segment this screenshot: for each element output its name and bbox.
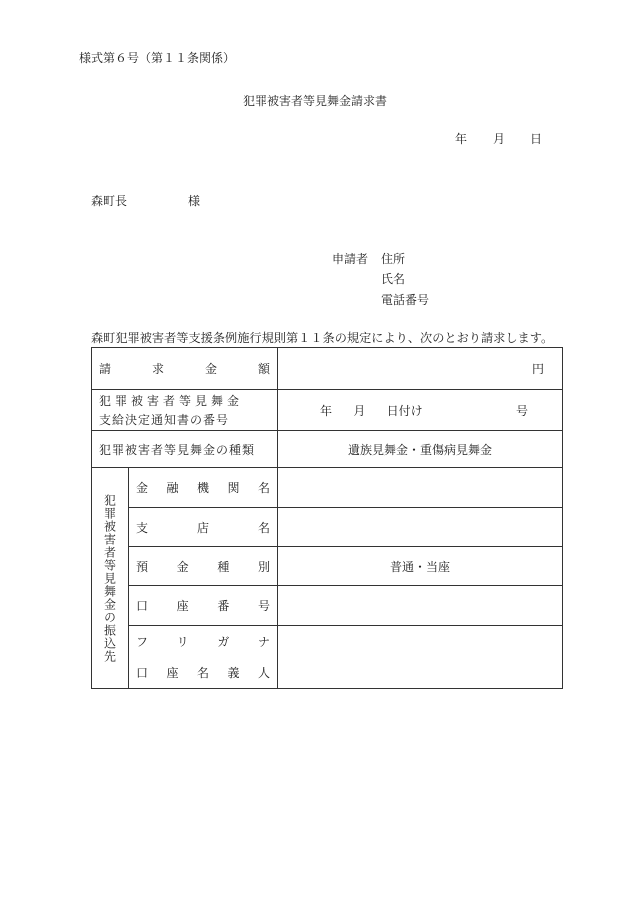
furigana-label-char-1: フ	[136, 634, 149, 649]
holder-label	[129, 664, 277, 681]
amount-label-cell	[92, 348, 278, 390]
account-type-label-char-1: 預	[136, 559, 149, 574]
branch-label-char-3: 名	[257, 520, 270, 535]
type-label-cell	[92, 431, 278, 468]
type-label: 犯罪被害者等見舞金の種類	[99, 442, 256, 457]
bank-label	[129, 479, 277, 496]
type-row	[92, 431, 563, 468]
branch-label-char-1: 支	[136, 520, 149, 535]
notice-label-line2: 支給決定通知書の番号	[99, 413, 230, 427]
notice-input-cell[interactable]	[278, 390, 563, 431]
notice-label-cell	[92, 390, 278, 431]
account-number-label-cell	[129, 586, 278, 626]
furigana-label-char-4: ナ	[257, 634, 270, 649]
account-type-label-char-3: 種	[217, 559, 230, 574]
date-day-label: 日	[530, 132, 543, 146]
type-value-cell[interactable]	[278, 431, 563, 468]
holder-label-char-5: 人	[257, 665, 270, 680]
account-type-label	[129, 558, 277, 575]
account-number-label-char-2: 座	[176, 599, 189, 613]
account-type-label-cell	[129, 547, 278, 586]
account-type-label-char-4: 別	[257, 559, 270, 574]
bank-label-cell	[129, 468, 278, 508]
notice-year-label: 年	[320, 403, 333, 418]
page-title: 犯罪被害者等見舞金請求書	[242, 94, 387, 108]
notice-number-suffix: 号	[515, 403, 528, 418]
intro-text: 森町犯罪被害者等支援条例施行規則第１１条の規定により、次のとおり請求します。	[91, 331, 554, 345]
notice-row	[92, 390, 563, 431]
bank-label-char-5: 名	[257, 481, 270, 495]
bank-label-char-3: 機	[196, 481, 209, 495]
amount-label-char-3: 金	[204, 362, 217, 376]
applicant-name-label: 氏名	[381, 272, 406, 286]
holder-input-cell[interactable]	[278, 626, 563, 689]
transfer-group-cell	[92, 468, 129, 689]
account-type-value-cell[interactable]	[278, 547, 563, 586]
addressee-honorific: 様	[188, 194, 201, 208]
furigana-label	[129, 633, 277, 650]
date-year-label: 年	[455, 132, 468, 146]
bank-label-char-4: 関	[227, 481, 240, 495]
bank-label-char-2: 融	[166, 481, 179, 495]
branch-label-cell	[129, 508, 278, 547]
type-value: 遺族見舞金・重傷病見舞金	[347, 442, 492, 457]
notice-date-row	[278, 402, 562, 419]
bank-row	[92, 468, 563, 508]
applicant-label: 申請者	[332, 252, 369, 266]
notice-date-suffix: 日付け	[386, 403, 423, 418]
transfer-group-label: 犯罪被害者等見舞金の振込先	[102, 493, 117, 663]
account-type-label-char-2: 金	[176, 559, 189, 574]
account-number-label-char-4: 号	[257, 599, 270, 613]
bank-label-char-1: 金	[136, 481, 149, 495]
account-number-label-char-1: 口	[136, 599, 149, 613]
holder-label-char-1: 口	[136, 665, 149, 680]
notice-month-label: 月	[353, 403, 366, 418]
furigana-label-cell	[129, 626, 278, 657]
amount-label-char-4: 額	[257, 362, 270, 376]
furigana-label-char-2: リ	[176, 634, 189, 649]
applicant-address-label: 住所	[381, 252, 406, 266]
furigana-row	[92, 626, 563, 657]
furigana-label-char-3: ガ	[217, 634, 230, 649]
account-type-row	[92, 547, 563, 586]
holder-label-cell	[129, 657, 278, 689]
date-month-label: 月	[493, 132, 506, 146]
amount-label	[92, 360, 277, 377]
request-form-table	[91, 347, 563, 689]
notice-label-line1: 犯罪被害者等見舞金	[99, 394, 244, 408]
form-number: 様式第６号（第１１条関係）	[79, 51, 236, 65]
amount-unit: 円	[531, 362, 544, 376]
holder-label-char-4: 義	[227, 665, 240, 680]
account-number-label-char-3: 番	[217, 599, 230, 613]
account-number-input-cell[interactable]	[278, 586, 563, 626]
amount-row	[92, 348, 563, 390]
amount-input-cell[interactable]	[278, 348, 563, 390]
branch-row	[92, 508, 563, 547]
holder-label-char-3: 名	[196, 665, 209, 680]
applicant-phone-label: 電話番号	[381, 293, 430, 307]
holder-label-char-2: 座	[166, 665, 179, 680]
branch-input-cell[interactable]	[278, 508, 563, 547]
bank-input-cell[interactable]	[278, 468, 563, 508]
amount-label-char-1: 請	[99, 362, 112, 376]
branch-label-char-2: 店	[196, 520, 209, 535]
amount-label-char-2: 求	[151, 362, 164, 376]
account-type-value: 普通・当座	[389, 559, 450, 574]
account-number-label	[129, 597, 277, 614]
account-number-row	[92, 586, 563, 626]
branch-label	[129, 519, 277, 536]
addressee-name: 森町長	[91, 194, 128, 208]
